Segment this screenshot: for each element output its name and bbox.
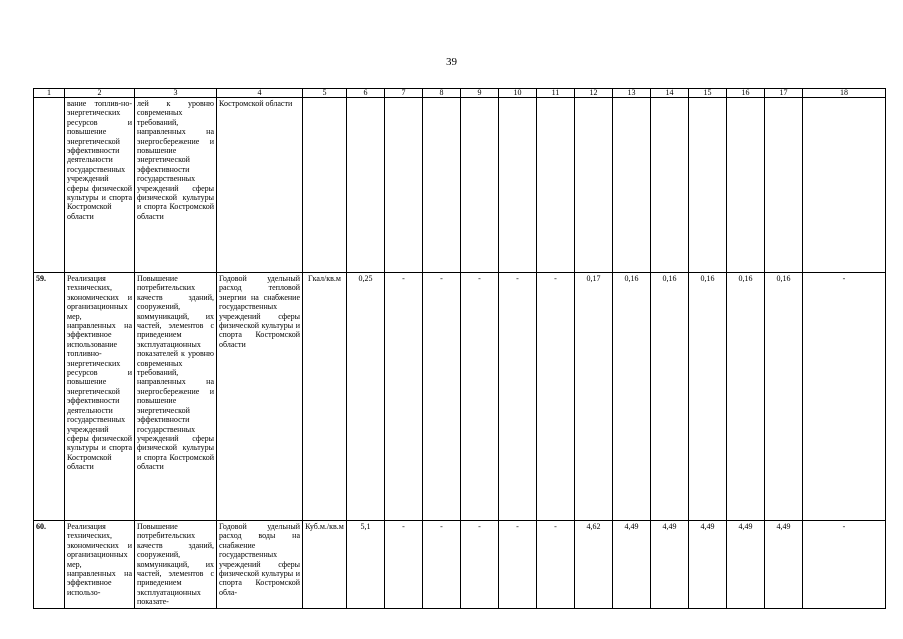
- cell-empty: [347, 98, 385, 273]
- cell-value-9: -: [461, 521, 499, 609]
- cell-event: вание топлив-но-энергетических ресурсов и повышение энергетической эффективности деятельности государственных учреждений сферы физической культуры и спорта Костромской области: [65, 98, 135, 273]
- cell-value-13: 0,16: [613, 273, 651, 521]
- cell-empty: [727, 98, 765, 273]
- col-header-18: 18: [803, 89, 886, 98]
- cell-empty: [803, 98, 886, 273]
- cell-base-value: 5,1: [347, 521, 385, 609]
- cell-value-16: 0,16: [727, 273, 765, 521]
- cell-value-8: -: [423, 521, 461, 609]
- cell-empty: [613, 98, 651, 273]
- cell-empty: [651, 98, 689, 273]
- col-header-9: 9: [461, 89, 499, 98]
- cell-event: Реализация технических, экономических и организационных мер, направленных на эффективное использование топливно-энергетических ресурсов и повышение энергетической эффективности деятельности государственных учреждений сферы физической культуры и спорта Костромской области: [65, 273, 135, 521]
- cell-indicator: Годовой удельный расход тепловой энергии на снабжение государственных учреждений сферы физической культуры и спорта Костромской области: [217, 273, 303, 521]
- cell-value-15: 0,16: [689, 273, 727, 521]
- cell-value-15: 4,49: [689, 521, 727, 609]
- cell-event: Реализация технических, экономических и организационных мер, направленных на эффективное использо-: [65, 521, 135, 609]
- cell-value-18: -: [803, 273, 886, 521]
- col-header-6: 6: [347, 89, 385, 98]
- indicator-table: [33, 88, 886, 609]
- cell-value-11: -: [537, 273, 575, 521]
- cell-goal: Повышение потребительских качеств зданий, сооружений, коммуникаций, их частей, элементов с приведением эксплуатационных показателей к уровню современных требований, направленных на энергосбережение и повышение энергетической эффективности государственных учреждений сферы физической культуры и спорта Костромской области: [135, 273, 217, 521]
- table-row-continued: [34, 98, 886, 273]
- cell-empty: [689, 98, 727, 273]
- cell-value-11: -: [537, 521, 575, 609]
- cell-empty: [765, 98, 803, 273]
- cell-value-7: -: [385, 273, 423, 521]
- cell-value-10: -: [499, 521, 537, 609]
- col-header-2: 2: [65, 89, 135, 98]
- row-number: 59.: [34, 273, 65, 521]
- cell-value-12: 0,17: [575, 273, 613, 521]
- cell-value-17: 0,16: [765, 273, 803, 521]
- cell-empty: [423, 98, 461, 273]
- cell-value-14: 4,49: [651, 521, 689, 609]
- column-number-row: [34, 89, 886, 98]
- page-number: 39: [446, 56, 457, 68]
- cell-value-10: -: [499, 273, 537, 521]
- cell-value-14: 0,16: [651, 273, 689, 521]
- cell-empty: [385, 98, 423, 273]
- col-header-7: 7: [385, 89, 423, 98]
- cell-goal: лей к уровню современных требований, направленных на энергосбережение и повышение энергетической эффективности государственных учреждений сферы физической культуры и спорта Костромской области: [135, 98, 217, 273]
- cell-value-8: -: [423, 273, 461, 521]
- cell-indicator: Годовой удельный расход воды на снабжение государственных учреждений сферы физической культуры и спорта Костромской обла-: [217, 521, 303, 609]
- table-row-59: [34, 273, 886, 521]
- cell-unit: Гкал/кв.м: [303, 273, 347, 521]
- col-header-4: 4: [217, 89, 303, 98]
- col-header-5: 5: [303, 89, 347, 98]
- cell-value-17: 4,49: [765, 521, 803, 609]
- cell-empty: [575, 98, 613, 273]
- col-header-1: 1: [34, 89, 65, 98]
- cell-value-7: -: [385, 521, 423, 609]
- col-header-12: 12: [575, 89, 613, 98]
- cell-empty: [537, 98, 575, 273]
- cell-value-13: 4,49: [613, 521, 651, 609]
- cell-empty: [303, 98, 347, 273]
- cell-value-18: -: [803, 521, 886, 609]
- cell-num: [34, 98, 65, 273]
- row-number: 60.: [34, 521, 65, 609]
- cell-base-value: 0,25: [347, 273, 385, 521]
- col-header-14: 14: [651, 89, 689, 98]
- cell-empty: [461, 98, 499, 273]
- col-header-16: 16: [727, 89, 765, 98]
- col-header-13: 13: [613, 89, 651, 98]
- table-row-60: [34, 521, 886, 609]
- col-header-17: 17: [765, 89, 803, 98]
- cell-value-12: 4,62: [575, 521, 613, 609]
- col-header-8: 8: [423, 89, 461, 98]
- cell-indicator: Костромской области: [217, 98, 303, 273]
- col-header-10: 10: [499, 89, 537, 98]
- cell-value-16: 4,49: [727, 521, 765, 609]
- cell-value-9: -: [461, 273, 499, 521]
- col-header-15: 15: [689, 89, 727, 98]
- cell-empty: [499, 98, 537, 273]
- col-header-11: 11: [537, 89, 575, 98]
- cell-unit: Куб.м./кв.м: [303, 521, 347, 609]
- col-header-3: 3: [135, 89, 217, 98]
- cell-goal: Повышение потребительских качеств зданий, сооружений, коммуникаций, их частей, элементов с приведением эксплуатационных показате-: [135, 521, 217, 609]
